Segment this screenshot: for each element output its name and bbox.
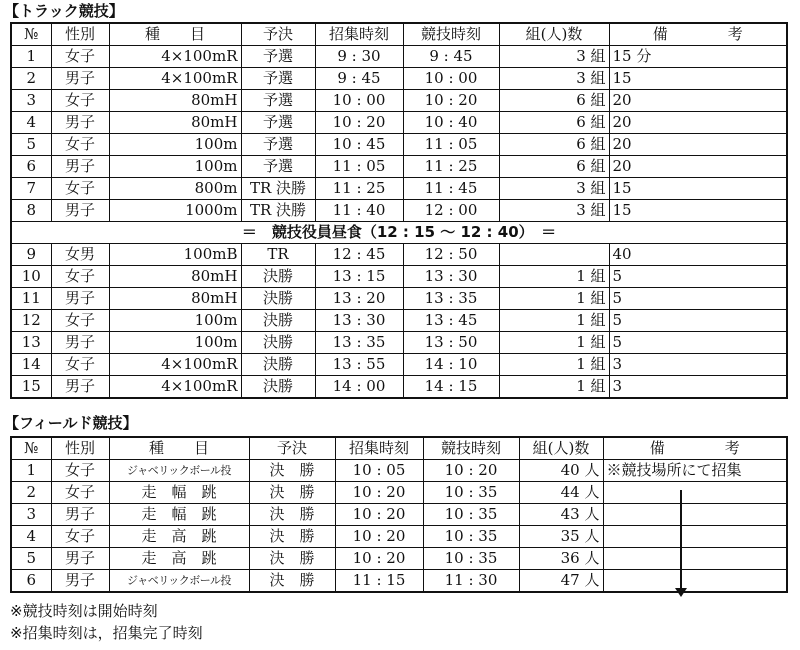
cell-event: 80mH xyxy=(109,112,241,134)
col-header-heats: 組(人)数 xyxy=(499,23,609,46)
cell-start-time: 10 : 20 xyxy=(423,460,519,482)
col-header-start-time: 競技時刻 xyxy=(423,437,519,460)
col-header-remarks: 備 考 xyxy=(609,23,787,46)
table-row xyxy=(11,200,787,222)
track-section-title: 【トラック競技】 xyxy=(4,2,124,20)
cell-event: 80mH xyxy=(109,266,241,288)
cell-remarks: 20 xyxy=(609,90,787,112)
cell-heats: 36 人 xyxy=(519,548,603,570)
cell-call-time: 13 : 55 xyxy=(315,354,403,376)
table-row xyxy=(11,68,787,90)
cell-round: TR xyxy=(241,244,315,266)
cell-remarks: 20 xyxy=(609,112,787,134)
cell-no: 6 xyxy=(11,570,51,593)
cell-remarks: 15 分 xyxy=(609,46,787,68)
cell-start-time: 14 : 10 xyxy=(403,354,499,376)
cell-remarks: 3 xyxy=(609,354,787,376)
cell-remarks xyxy=(603,570,787,593)
col-header-call-time: 招集時刻 xyxy=(315,23,403,46)
cell-heats xyxy=(499,244,609,266)
cell-call-time: 14 : 00 xyxy=(315,376,403,399)
cell-no: 14 xyxy=(11,354,51,376)
cell-event: 100m xyxy=(109,156,241,178)
cell-start-time: 11 : 25 xyxy=(403,156,499,178)
cell-no: 4 xyxy=(11,526,51,548)
track-schedule-table xyxy=(10,22,788,399)
cell-no: 4 xyxy=(11,112,51,134)
cell-event: 4×100mR xyxy=(109,46,241,68)
cell-gender: 女子 xyxy=(51,310,109,332)
cell-round: 決勝 xyxy=(241,288,315,310)
cell-gender: 男子 xyxy=(51,68,109,90)
cell-heats: 35 人 xyxy=(519,526,603,548)
cell-start-time: 12 : 50 xyxy=(403,244,499,266)
cell-heats: 3 組 xyxy=(499,178,609,200)
cell-remarks: 5 xyxy=(609,310,787,332)
cell-remarks xyxy=(603,526,787,548)
cell-start-time: 13 : 45 xyxy=(403,310,499,332)
cell-remarks xyxy=(603,548,787,570)
cell-remarks: 5 xyxy=(609,266,787,288)
cell-event: ジャベリックボール投 xyxy=(109,460,249,482)
cell-heats: 40 人 xyxy=(519,460,603,482)
cell-heats: 1 組 xyxy=(499,310,609,332)
cell-no: 6 xyxy=(11,156,51,178)
cell-call-time: 10 : 45 xyxy=(315,134,403,156)
cell-start-time: 11 : 30 xyxy=(423,570,519,593)
cell-call-time: 10 : 20 xyxy=(335,548,423,570)
cell-call-time: 9 : 30 xyxy=(315,46,403,68)
cell-round: 決勝 xyxy=(241,332,315,354)
table-row xyxy=(11,178,787,200)
down-arrow-icon xyxy=(675,588,687,597)
cell-remarks: 15 xyxy=(609,68,787,90)
cell-start-time: 13 : 30 xyxy=(403,266,499,288)
cell-event: 800m xyxy=(109,178,241,200)
cell-start-time: 14 : 15 xyxy=(403,376,499,399)
cell-heats: 3 組 xyxy=(499,200,609,222)
cell-gender: 女子 xyxy=(51,178,109,200)
table-row xyxy=(11,482,787,504)
cell-round: 予選 xyxy=(241,134,315,156)
cell-no: 5 xyxy=(11,548,51,570)
col-header-event: 種 目 xyxy=(109,437,249,460)
cell-event: 走 高 跳 xyxy=(109,548,249,570)
cell-gender: 男子 xyxy=(51,156,109,178)
table-row xyxy=(11,310,787,332)
table-row xyxy=(11,332,787,354)
cell-start-time: 10 : 00 xyxy=(403,68,499,90)
cell-no: 3 xyxy=(11,90,51,112)
table-row xyxy=(11,570,787,593)
note-start-time: ※競技時刻は開始時刻 xyxy=(10,602,158,620)
cell-heats: 44 人 xyxy=(519,482,603,504)
cell-round: 決 勝 xyxy=(249,548,335,570)
table-row xyxy=(11,266,787,288)
down-arrow-line xyxy=(680,490,682,590)
cell-no: 10 xyxy=(11,266,51,288)
cell-no: 1 xyxy=(11,46,51,68)
cell-call-time: 12 : 45 xyxy=(315,244,403,266)
cell-heats: 6 組 xyxy=(499,134,609,156)
cell-call-time: 11 : 25 xyxy=(315,178,403,200)
cell-gender: 男子 xyxy=(51,200,109,222)
cell-start-time: 10 : 35 xyxy=(423,482,519,504)
cell-event: 4×100mR xyxy=(109,376,241,399)
cell-round: 決勝 xyxy=(241,376,315,399)
col-header-remarks: 備 考 xyxy=(603,437,787,460)
cell-gender: 男子 xyxy=(51,112,109,134)
cell-event: ジャベリックボール投 xyxy=(109,570,249,593)
cell-gender: 男子 xyxy=(51,504,109,526)
cell-round: 決勝 xyxy=(241,266,315,288)
col-header-event: 種 目 xyxy=(109,23,241,46)
table-row xyxy=(11,46,787,68)
cell-heats: 6 組 xyxy=(499,90,609,112)
cell-gender: 女子 xyxy=(51,460,109,482)
cell-heats: 3 組 xyxy=(499,68,609,90)
cell-round: TR 決勝 xyxy=(241,200,315,222)
track-header-row xyxy=(11,23,787,46)
cell-heats: 1 組 xyxy=(499,266,609,288)
cell-call-time: 10 : 20 xyxy=(335,482,423,504)
cell-gender: 女子 xyxy=(51,134,109,156)
cell-start-time: 13 : 50 xyxy=(403,332,499,354)
cell-remarks: 40 xyxy=(609,244,787,266)
cell-no: 15 xyxy=(11,376,51,399)
cell-start-time: 11 : 05 xyxy=(403,134,499,156)
cell-event: 走 高 跳 xyxy=(109,526,249,548)
cell-heats: 1 組 xyxy=(499,288,609,310)
field-header-row xyxy=(11,437,787,460)
cell-round: 決 勝 xyxy=(249,504,335,526)
cell-gender: 女子 xyxy=(51,526,109,548)
cell-remarks: 20 xyxy=(609,156,787,178)
cell-call-time: 11 : 40 xyxy=(315,200,403,222)
lunch-break-text: ＝ 競技役員昼食（12 : 15 〜 12 : 40） ＝ xyxy=(11,222,787,244)
cell-call-time: 10 : 00 xyxy=(315,90,403,112)
cell-call-time: 11 : 15 xyxy=(335,570,423,593)
cell-gender: 男子 xyxy=(51,548,109,570)
cell-call-time: 10 : 20 xyxy=(315,112,403,134)
cell-event: 100m xyxy=(109,134,241,156)
cell-round: 予選 xyxy=(241,90,315,112)
table-row xyxy=(11,112,787,134)
cell-round: 決 勝 xyxy=(249,570,335,593)
cell-start-time: 10 : 35 xyxy=(423,526,519,548)
cell-start-time: 10 : 35 xyxy=(423,548,519,570)
cell-event: 100m xyxy=(109,332,241,354)
cell-call-time: 10 : 05 xyxy=(335,460,423,482)
cell-event: 80mH xyxy=(109,288,241,310)
cell-call-time: 13 : 20 xyxy=(315,288,403,310)
cell-no: 3 xyxy=(11,504,51,526)
table-row xyxy=(11,288,787,310)
cell-remarks: 15 xyxy=(609,200,787,222)
note-call-time: ※招集時刻は，招集完了時刻 xyxy=(10,624,203,642)
cell-heats: 1 組 xyxy=(499,332,609,354)
cell-remarks: ※競技場所にて招集 xyxy=(603,460,787,482)
cell-no: 13 xyxy=(11,332,51,354)
col-header-gender: 性別 xyxy=(51,23,109,46)
cell-start-time: 13 : 35 xyxy=(403,288,499,310)
cell-round: 決 勝 xyxy=(249,526,335,548)
cell-remarks: 5 xyxy=(609,288,787,310)
cell-remarks: 20 xyxy=(609,134,787,156)
cell-event: 4×100mR xyxy=(109,354,241,376)
cell-gender: 男子 xyxy=(51,570,109,593)
cell-heats: 1 組 xyxy=(499,354,609,376)
cell-round: 決 勝 xyxy=(249,460,335,482)
cell-round: 予選 xyxy=(241,156,315,178)
cell-round: 予選 xyxy=(241,68,315,90)
cell-start-time: 10 : 35 xyxy=(423,504,519,526)
cell-no: 9 xyxy=(11,244,51,266)
table-row xyxy=(11,376,787,399)
cell-no: 7 xyxy=(11,178,51,200)
field-schedule-table xyxy=(10,436,788,593)
cell-round: 決 勝 xyxy=(249,482,335,504)
cell-no: 8 xyxy=(11,200,51,222)
lunch-break-row xyxy=(11,222,787,244)
cell-call-time: 13 : 15 xyxy=(315,266,403,288)
cell-gender: 女子 xyxy=(51,354,109,376)
cell-event: 4×100mR xyxy=(109,68,241,90)
cell-heats: 6 組 xyxy=(499,112,609,134)
cell-remarks: 15 xyxy=(609,178,787,200)
cell-start-time: 11 : 45 xyxy=(403,178,499,200)
table-row xyxy=(11,90,787,112)
col-header-no: № xyxy=(11,437,51,460)
cell-remarks xyxy=(603,504,787,526)
table-row xyxy=(11,156,787,178)
col-header-no: № xyxy=(11,23,51,46)
cell-event: 走 幅 跳 xyxy=(109,504,249,526)
cell-no: 12 xyxy=(11,310,51,332)
cell-gender: 男子 xyxy=(51,376,109,399)
col-header-round: 予決 xyxy=(241,23,315,46)
col-header-entries: 組(人)数 xyxy=(519,437,603,460)
cell-event: 80mH xyxy=(109,90,241,112)
cell-event: 100m xyxy=(109,310,241,332)
cell-heats: 6 組 xyxy=(499,156,609,178)
table-row xyxy=(11,354,787,376)
cell-start-time: 12 : 00 xyxy=(403,200,499,222)
cell-gender: 男子 xyxy=(51,332,109,354)
cell-call-time: 11 : 05 xyxy=(315,156,403,178)
table-row xyxy=(11,460,787,482)
cell-gender: 女子 xyxy=(51,90,109,112)
col-header-call-time: 招集時刻 xyxy=(335,437,423,460)
table-row xyxy=(11,244,787,266)
cell-gender: 女男 xyxy=(51,244,109,266)
cell-no: 11 xyxy=(11,288,51,310)
table-row xyxy=(11,134,787,156)
cell-no: 2 xyxy=(11,68,51,90)
cell-event: 走 幅 跳 xyxy=(109,482,249,504)
table-row xyxy=(11,548,787,570)
cell-event: 100mB xyxy=(109,244,241,266)
cell-heats: 43 人 xyxy=(519,504,603,526)
cell-start-time: 10 : 20 xyxy=(403,90,499,112)
table-row xyxy=(11,526,787,548)
cell-heats: 3 組 xyxy=(499,46,609,68)
cell-remarks xyxy=(603,482,787,504)
cell-no: 1 xyxy=(11,460,51,482)
cell-start-time: 10 : 40 xyxy=(403,112,499,134)
cell-call-time: 13 : 35 xyxy=(315,332,403,354)
cell-gender: 女子 xyxy=(51,266,109,288)
cell-call-time: 10 : 20 xyxy=(335,526,423,548)
cell-gender: 女子 xyxy=(51,482,109,504)
cell-round: 決勝 xyxy=(241,310,315,332)
cell-round: 決勝 xyxy=(241,354,315,376)
cell-round: 予選 xyxy=(241,112,315,134)
cell-round: TR 決勝 xyxy=(241,178,315,200)
cell-no: 5 xyxy=(11,134,51,156)
cell-call-time: 10 : 20 xyxy=(335,504,423,526)
col-header-gender: 性別 xyxy=(51,437,109,460)
cell-remarks: 3 xyxy=(609,376,787,399)
cell-event: 1000m xyxy=(109,200,241,222)
col-header-round: 予決 xyxy=(249,437,335,460)
cell-round: 予選 xyxy=(241,46,315,68)
col-header-start-time: 競技時刻 xyxy=(403,23,499,46)
cell-remarks: 5 xyxy=(609,332,787,354)
cell-gender: 男子 xyxy=(51,288,109,310)
cell-no: 2 xyxy=(11,482,51,504)
cell-heats: 47 人 xyxy=(519,570,603,593)
cell-start-time: 9 : 45 xyxy=(403,46,499,68)
table-row xyxy=(11,504,787,526)
cell-heats: 1 組 xyxy=(499,376,609,399)
cell-call-time: 13 : 30 xyxy=(315,310,403,332)
field-section-title: 【フィールド競技】 xyxy=(4,414,138,432)
cell-gender: 女子 xyxy=(51,46,109,68)
cell-call-time: 9 : 45 xyxy=(315,68,403,90)
